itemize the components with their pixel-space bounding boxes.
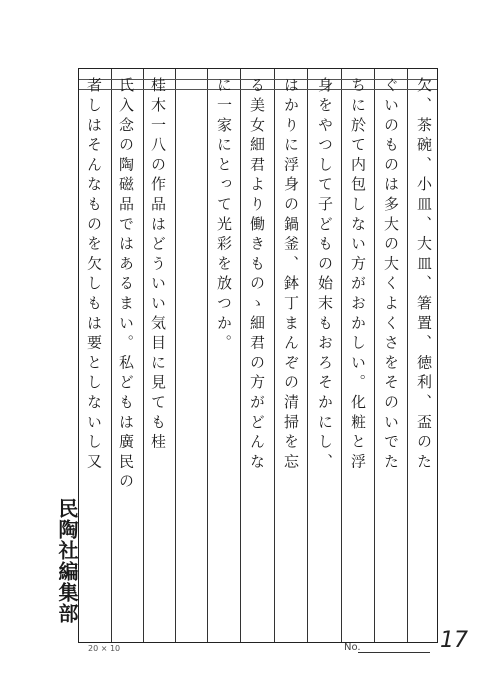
grid-line	[240, 69, 241, 642]
text-column-4: 身をやつして子どもの始末もおろそかにし、	[316, 77, 334, 473]
text-column-3: ちに於て内包しない方がおかしい。化粧と浮	[349, 77, 367, 473]
text-column-9: 桂木一八の作品はどういい気目に見ても桂	[149, 77, 167, 454]
grid-line	[175, 69, 176, 642]
grid-line	[374, 69, 375, 642]
grid-line	[341, 69, 342, 642]
grid-line	[307, 69, 308, 642]
grid-size-label: 20 × 10	[88, 644, 121, 653]
grid-line	[274, 69, 275, 642]
grid-line	[407, 69, 408, 642]
page-number: 17	[440, 628, 468, 653]
text-column-2: ぐいのものは多大の大くよくさをそのいでた	[382, 77, 400, 473]
text-column-7: に一家にとって光彩を放つか。	[215, 77, 233, 355]
text-column-6: る美女細君より働きものゝ細君の方がどんな	[248, 77, 266, 473]
text-column-5: はかりに浮身の鍋釜、鉢丁まんぞの清掃を忘	[282, 77, 300, 473]
number-underline	[358, 652, 430, 653]
text-column-11: 者しはそんなものを欠しもは要としないし又	[85, 77, 103, 473]
grid-line	[143, 69, 144, 642]
publisher-stamp: 民陶社編集部	[55, 498, 79, 624]
text-column-10: 氏入念の陶磁品ではあるまい。私どもは廣民の	[117, 77, 135, 493]
grid-line	[111, 69, 112, 642]
number-label: No.	[344, 642, 361, 653]
grid-line	[207, 69, 208, 642]
manuscript-grid	[78, 68, 438, 643]
text-column-1: 欠、茶碗、小皿、大皿、箸置、徳利、盃のた	[415, 77, 433, 473]
